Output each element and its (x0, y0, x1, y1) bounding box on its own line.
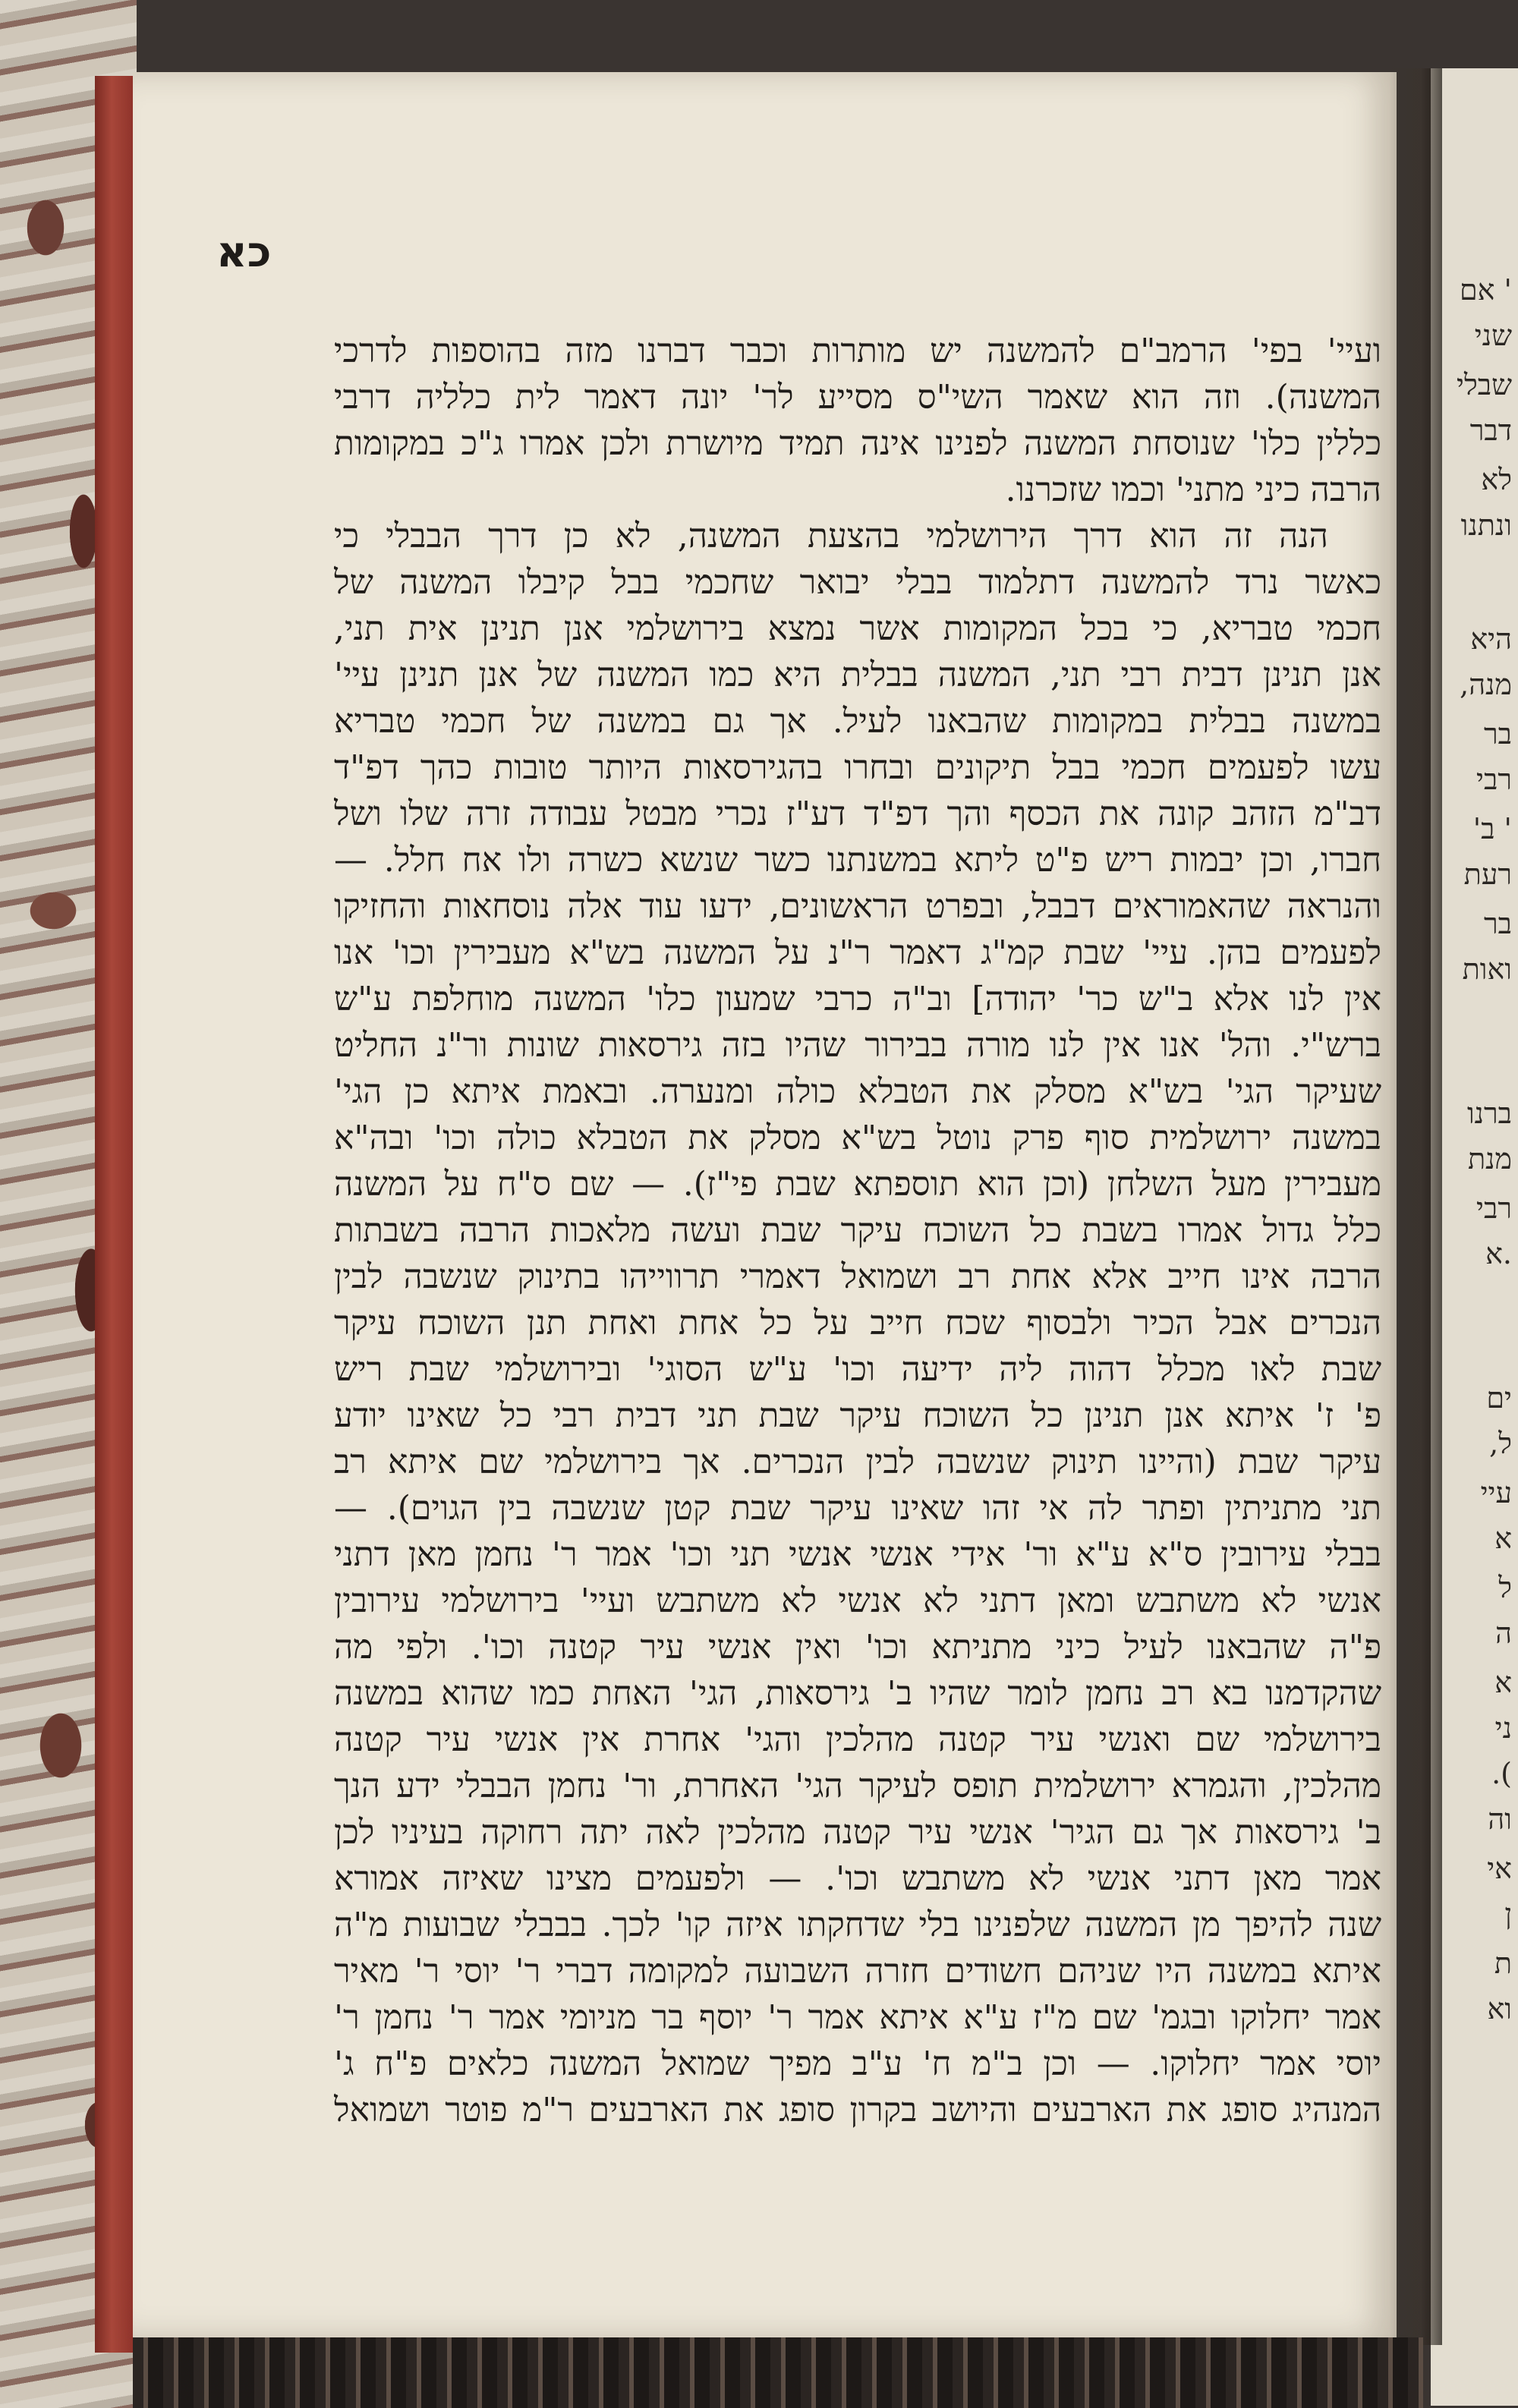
text-line: אין לנו אלא ב"ש כר' יהודה] וב"ה כרבי שמעון כלו' המשנה מוחלפת ע"ש (334, 980, 1381, 1018)
facing-page-fragment: וא (1487, 1992, 1512, 2026)
text-line: בבלי עירובין ס"א ע"א ור' אידי אנשי אנשי תני וכו' אמר ר' נחמן מאן דתני (334, 1535, 1381, 1574)
facing-page-fragment: שבלי (1457, 368, 1512, 401)
text-line: במשנה ירושלמית סוף פרק נוטל בש"א מסלק את הטבלא כולה וכו' ובה"א (334, 1119, 1381, 1157)
text-line: ועיי' בפי' הרמב"ם להמשנה יש מותרות וכבר דברנו מזה בהוספות לדרכי (334, 332, 1381, 370)
facing-page-fragment: דבר (1469, 414, 1512, 447)
facing-page-fragment: רבי (1476, 1191, 1512, 1225)
text-line: שבת לאו מכלל דהוה ליה ידיעה וכו' ע"ש הסוגי' ובירושלמי שבת ריש (334, 1350, 1381, 1389)
text-line: שהקדמנו בא רב נחמן לומר שהיו ב' גירסאות, הגי' האחת כמו שהוא במשנה (334, 1674, 1381, 1713)
facing-page-fragment: ' ב' (1472, 812, 1512, 845)
facing-page-fragment: א (1494, 1522, 1512, 1555)
text-line: כללין כלו' שנוסחת המשנה לפנינו אינה תמיד מיושרת ולכן אמרו ג"כ במקומות (334, 424, 1381, 463)
text-line: עשו לפעמים חכמי בבל תיקונים ובחרו בהגירסאות היותר טובות כהך דפ"ד (334, 748, 1381, 787)
text-line: והנראה שהאמוראים דבבל, ובפרט הראשונים, ידעו עוד אלה נוסחאות והחזיקו (334, 887, 1381, 926)
text-line: במשנה בבלית במקומות שהבאנו לעיל. אך גם במשנה של חכמי טבריא (334, 702, 1381, 741)
text-line: לפעמים בהן. עיי' שבת קמ"ג דאמר ר"נ על המשנה בש"א מעבירין וכו' אנו (334, 933, 1381, 972)
text-line: איתא במשנה היו שניהם חשודים חזרה השבועה למקומה דברי ר' יוסי ר' מאיר (334, 1952, 1381, 1991)
text-line: יוסי אמר יחלוקו. — וכן ב"מ ח' ע"ב מפיך שמואל המשנה כלאים פ"ח ג' (334, 2044, 1381, 2083)
facing-page-fragment: א (1494, 1666, 1512, 1699)
facing-page-fragment: לא (1481, 463, 1512, 496)
text-line: ברש"י. והל' אנו אין לנו מורה בבירור שהיו בזה גירסאות שונות ור"נ החליט (334, 1026, 1381, 1065)
facing-page-fragment: בר (1484, 907, 1512, 940)
facing-page-fragment: ל (1498, 1571, 1512, 1604)
facing-page-fragment: מנה, (1460, 668, 1512, 701)
facing-page-fragment: ים (1486, 1381, 1512, 1415)
facing-page-fragment: ואות (1462, 952, 1512, 986)
text-line: פ' ז' איתא אנן תנינן כל השוכח עיקר שבת תני דבית רבי כל שאינו יודע (334, 1396, 1381, 1435)
text-line: ב' גירסאות אך גם הגיר' אנשי עיר קטנה מהלכין לאה יתה רחוקה בעיניו לכן (334, 1813, 1381, 1852)
facing-page-fragment: ברנו (1466, 1097, 1512, 1130)
book-spine-red (95, 76, 137, 2353)
main-text-block (334, 328, 1381, 2133)
facing-page-fragment: רבי (1476, 763, 1512, 796)
facing-page-fragment: ני (1494, 1711, 1512, 1745)
facing-page-fragment: מנת (1467, 1142, 1512, 1176)
text-line: הרבה כיני מתני' וכמו שזכרנו. (1005, 471, 1381, 509)
facing-page-fragment: ונתנו (1460, 508, 1512, 542)
facing-page-fragment: בר (1484, 717, 1512, 751)
text-line: פ"ה שהבאנו לעיל כיני מתניתא וכו' ואין אנשי עיר קטנה וכו'. ולפי מה (334, 1628, 1381, 1667)
text-line: המשנה). וזה הוא שאמר השי"ס מסייע לר' יונה דאמר לית כלליה דרבי (334, 378, 1381, 417)
text-line: שעיקר הגי' בש"א מסלק את הטבלא כולה ומנערה. ובאמת איתא כן הגי' (334, 1072, 1381, 1111)
facing-page-fragment: היא (1470, 622, 1512, 656)
text-line: שנה להיפך מן המשנה שלפנינו בלי שדחקתו איזה קו' לכך. בבבלי שבועות מ"ה (334, 1906, 1381, 1944)
text-line: אמר יחלוקו ובגמ' שם מ"ז ע"א איתא אמר ר' יוסף בר מניומי אמר ר' נחמן ר' (334, 1998, 1381, 2037)
facing-page-fragment: .א (1485, 1237, 1512, 1270)
page-number: כא (216, 228, 272, 277)
facing-page-fragment: רעת (1463, 858, 1512, 891)
text-line: דב"מ הזהב קונה את הכסף והך דפ"ד דע"ז נכרי מבטל עבודה זרה שלו ושל (334, 795, 1381, 833)
text-line: המנהיג סופג את הארבעים והיושב בקרון סופג את הארבעים ר"מ פוטר ושמואל (334, 2091, 1381, 2129)
page-gutter-shadow (1389, 68, 1442, 2345)
facing-page-fragment: ). (1491, 1757, 1512, 1790)
facing-page-fragment: ן (1504, 1897, 1512, 1931)
text-line: כאשר נרד להמשנה דתלמוד בבלי יבואר שחכמי בבל קיבלו המשנה של (334, 563, 1381, 602)
facing-page-fragment: אי (1487, 1852, 1512, 1885)
text-line: הרבה אינו חייב אלא אחת רב ושמואל דאמרי תרווייהו בתינוק שנשבה לבין (334, 1258, 1381, 1296)
book-bottom-edge (133, 2337, 1423, 2408)
facing-page (1431, 68, 1518, 2406)
facing-page-fragment: ה (1495, 1616, 1512, 1650)
text-line: עיקר שבת (והיינו תינוק שנשבה לבין הנכרים. אך בירושלמי שם איתא רב (334, 1443, 1381, 1481)
facing-page-fragment: ' אם (1459, 273, 1512, 307)
facing-page-fragment: עיי (1480, 1476, 1512, 1509)
text-line: חברו, וכן יבמות ריש פ"ט ליתא במשנתנו כשר שנשא כשרה ולו אח חלל. — (334, 841, 1381, 880)
text-line: אמר מאן דתני אנשי לא משתבש וכו'. — ולפעמים מצינו שאיזה אמורא (334, 1859, 1381, 1898)
facing-page-fragment: ת (1494, 1947, 1512, 1980)
text-line: כלל גדול אמרו בשבת כל השוכח עיקר שבת ועשה מלאכות הרבה בשבתות (334, 1211, 1381, 1250)
text-line: הנכרים אבל הכיר ולבסוף שכח חייב על כל אחת ואחת תנן השוכח עיקר (334, 1304, 1381, 1342)
facing-page-fragment: ל, (1489, 1427, 1512, 1460)
text-line: מהלכין, והגמרא ירושלמית תופס לעיקר הגי' האחרת, ור' נחמן הבבלי ידע הנך (334, 1767, 1381, 1805)
text-line: מעבירין מעל השלחן (וכן הוא תוספתא שבת פי"ז). — שם ס"ח על המשנה (334, 1165, 1381, 1204)
facing-page-fragment: שני (1474, 319, 1512, 352)
text-line: בירושלמי שם ואנשי עיר קטנה מהלכין והגי' אחרת אין אנשי עיר קטנה (334, 1720, 1381, 1759)
text-line: הנה זה הוא דרך הירושלמי בהצעת המשנה, לא כן דרך הבבלי כי (334, 517, 1328, 556)
facing-page-fragment: וה (1488, 1802, 1512, 1836)
text-line: אנשי לא משתבש ומאן דתני לא אנשי לא משתבש ועיי' בירושלמי עירובין (334, 1582, 1381, 1620)
text-line: תני מתניתין ופתר לה אי זהו שאינו עיקר שבת קטן שנשבה בין הגוים). — (334, 1489, 1381, 1528)
text-line: אנן תנינן דבית רבי תני, המשנה בבלית היא כמו המשנה של אנן תנינן עיי' (334, 656, 1381, 694)
text-line: חכמי טבריא, כי בכל המקומות אשר נמצא בירושלמי אנן תנינן אית תני, (334, 609, 1381, 648)
